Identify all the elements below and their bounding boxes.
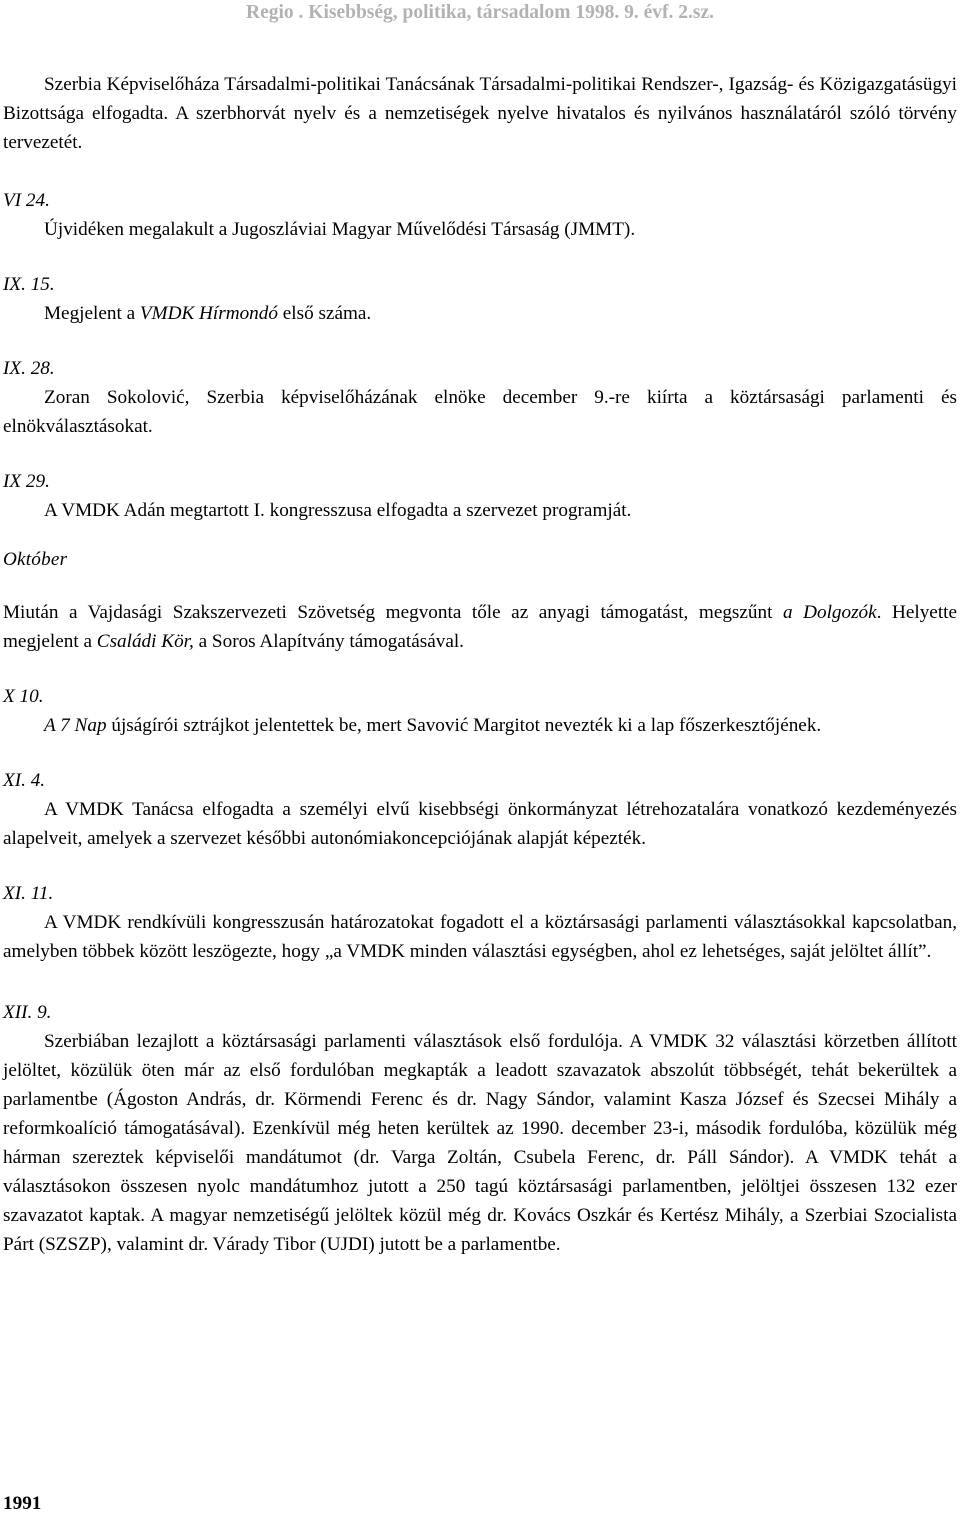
entry-text: Megjelent a <box>44 303 140 324</box>
entry-text: . Helyette megjelent a <box>3 602 957 652</box>
entry-date: XI. 4. <box>3 770 46 791</box>
publication-title: VMDK Hírmondó <box>139 303 278 324</box>
entry-date: XII. 9. <box>3 1002 52 1023</box>
entry-date: IX. 15. <box>3 274 55 295</box>
chronology-entry <box>3 998 957 1259</box>
entry-text: Miután a Vajdasági Szakszervezeti Szövetség megvonta tőle az anyagi támogatást, megszűnt <box>3 602 783 623</box>
chronology-entry <box>3 467 957 525</box>
entry-date: XI. 11. <box>3 883 54 904</box>
entry-text: a Soros Alapítvány támogatásával. <box>193 631 464 652</box>
entry-paragraph: Szerbia Képviselőháza Társadalmi-politikai Tanácsának Társadalmi-politikai Rendszer-, Igazság- és Közigazgatásügyi Bizottsága elfogadta. A szerbhorvát nyelv és a nemzetiségek nyelve hivatalos és nyilvános használatáról szóló törvény tervezetét. <box>3 74 957 153</box>
chronology-body <box>3 70 957 1259</box>
chronology-entry <box>3 766 957 853</box>
chronology-entry <box>3 354 957 441</box>
entry-date: IX. 28. <box>3 358 55 379</box>
chronology-entry <box>3 186 957 244</box>
entry-paragraph <box>3 299 957 328</box>
entry-paragraph: A VMDK rendkívüli kongresszusán határozatokat fogadott el a köztársasági parlamenti választásokkal kapcsolatban, amelyben többek között leszögezte, hogy „a VMDK minden választási egységben, ahol ez lehetséges, saját jelöltet állít”. <box>3 912 957 962</box>
chronology-entry <box>3 545 957 656</box>
entry-date: IX 29. <box>3 471 50 492</box>
entry-paragraph <box>3 711 957 740</box>
entry-paragraph <box>3 598 957 656</box>
publication-title: Családi Kör, <box>96 631 194 652</box>
publication-title: a Dolgozók <box>782 602 877 623</box>
chronology-entry <box>3 879 957 966</box>
year-heading: 1991 <box>3 1493 42 1514</box>
chronology-entry <box>3 682 957 740</box>
entry-date: X 10. <box>3 686 44 707</box>
entry-paragraph: A VMDK Tanácsa elfogadta a személyi elvű kisebbségi önkormányzat létrehozatalára vonatkozó kezdeményezés alapelveit, amelyek a szervezet későbbi autonómiakoncepciójának alapját képezték. <box>3 799 957 849</box>
entry-text: első száma. <box>277 303 372 324</box>
entry-paragraph: Szerbiában lezajlott a köztársasági parlamenti választások első fordulója. A VMDK 32 választási körzetben állított jelöltet, közülük öten már az első fordulóban megkapták a leadott szavazatok abszolút többségét, tehát bekerültek a parlamentbe (Ágoston András, dr. Körmendi Ferenc és dr. Nagy Sándor, valamint Kasza József és Szecsei Mihály a reformkoalíció támogatásával). Ezenkívül még heten kerültek az 1990. december 23-i, második fordulóba, közülük még hárman szereztek képviselői mandátumot (dr. Varga Zoltán, Csubela Ferenc, dr. Páll Sándor). A VMDK tehát a választásokon összesen nyolc mandátumhoz jutott a 250 tagú köztársasági parlamentben, jelöltjei összesen 132 ezer szavazatot kaptak. A magyar nemzetiségű jelöltek közül még dr. Kovács Oszkár és Kertész Mihály, a Szerbiai Szocialista Párt (SZSZP), valamint dr. Várady Tibor (UJDI) jutott be a parlamentbe. <box>3 1031 957 1255</box>
entry-paragraph: Zoran Sokolović, Szerbia képviselőházának elnöke december 9.-re kiírta a köztársasági parlamenti és elnökválasztásokat. <box>3 387 957 437</box>
entry-month: Október <box>3 549 68 570</box>
entry-paragraph: A VMDK Adán megtartott I. kongresszusa elfogadta a szervezet programját. <box>44 500 632 521</box>
entry-text: újságírói sztrájkot jelentettek be, mert Savović Margitot nevezték ki a lap főszerkesztőjének. <box>106 715 822 736</box>
publication-title: A 7 Nap <box>44 715 107 736</box>
running-header: Regio . Kisebbség, politika, társadalom 1998. 9. évf. 2.sz. <box>246 2 714 23</box>
chronology-entry <box>3 270 957 328</box>
entry-date: VI 24. <box>3 190 50 211</box>
entry-paragraph: Újvidéken megalakult a Jugoszláviai Magyar Művelődési Társaság (JMMT). <box>44 219 636 240</box>
